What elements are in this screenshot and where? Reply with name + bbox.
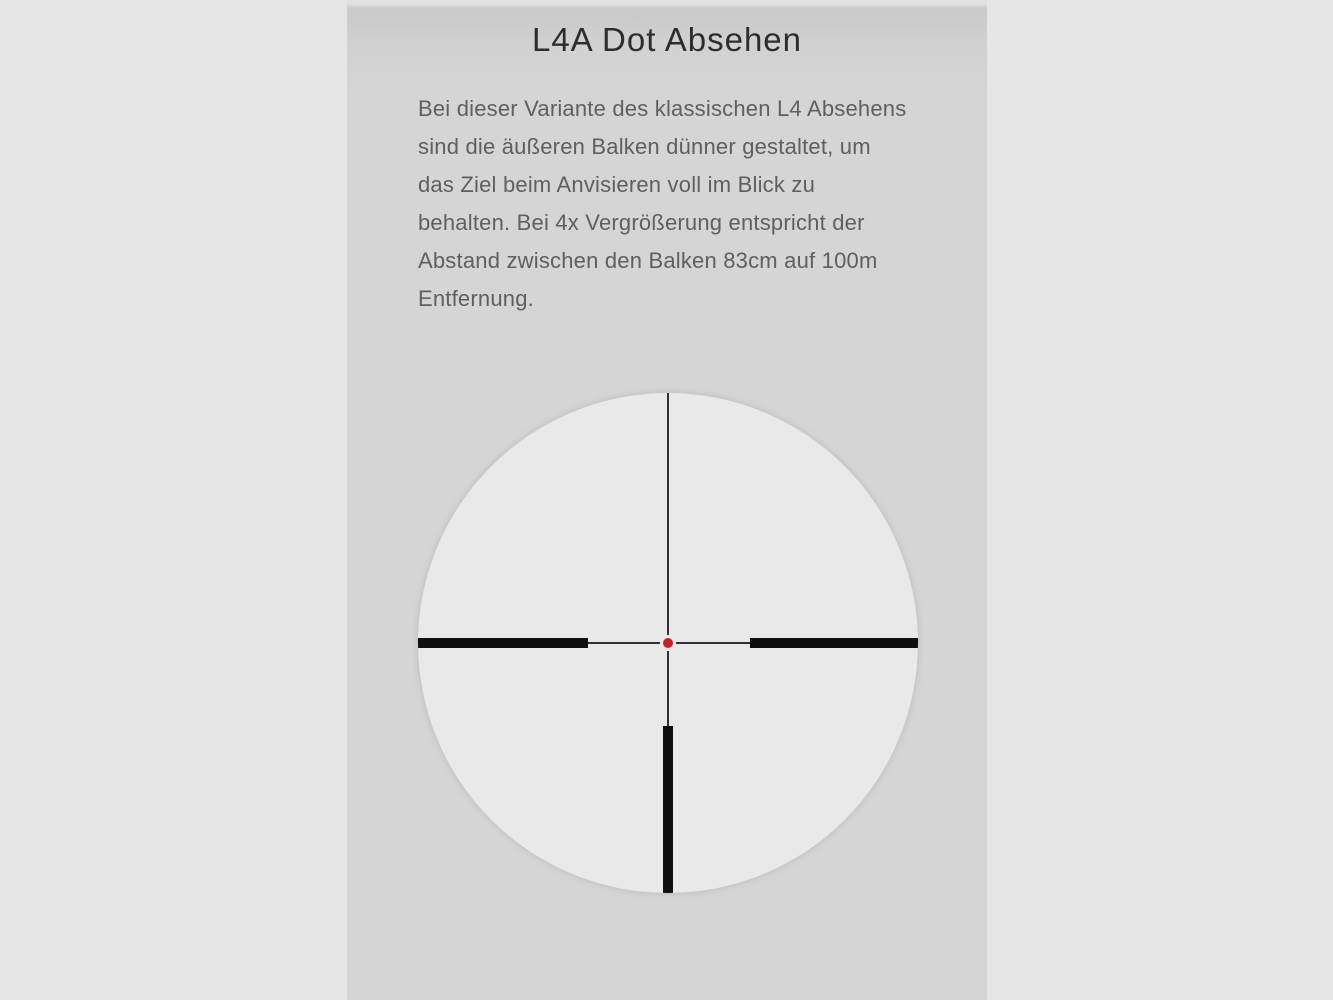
- reticle-field-circle: [418, 393, 918, 893]
- description-line: Entfernung.: [418, 286, 534, 311]
- crosshair-thin-line-right: [676, 642, 752, 644]
- crosshair-thin-line-bottom: [667, 651, 669, 727]
- description-line: sind die äußeren Balken dünner gestaltet, um: [418, 134, 871, 159]
- content-panel: [347, 0, 987, 1000]
- description-text: [418, 90, 938, 318]
- reticle-bar-bottom: [663, 726, 673, 893]
- reticle-center-dot: [663, 638, 673, 648]
- description-line: Bei dieser Variante des klassischen L4 Absehens: [418, 96, 907, 121]
- crosshair-thin-line-top: [667, 393, 669, 635]
- reticle-diagram: [418, 393, 918, 893]
- crosshair-thin-line-left: [584, 642, 660, 644]
- description-line: das Ziel beim Anvisieren voll im Blick zu: [418, 172, 816, 197]
- description-line: Abstand zwischen den Balken 83cm auf 100m: [418, 248, 878, 273]
- description-line: behalten. Bei 4x Vergrößerung entspricht der: [418, 210, 865, 235]
- reticle-bar-left: [418, 638, 588, 648]
- reticle-bar-right: [750, 638, 918, 648]
- page-title: L4A Dot Absehen: [531, 21, 803, 58]
